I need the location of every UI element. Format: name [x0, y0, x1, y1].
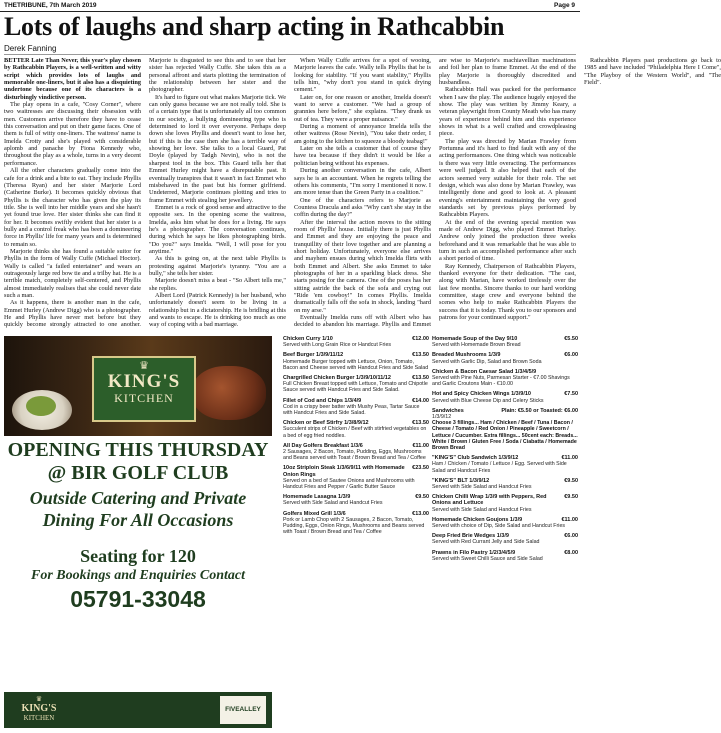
- footer-logo-line1: KING'S: [21, 703, 57, 714]
- footer-logo: [10, 695, 68, 722]
- menu-item: [432, 517, 578, 529]
- menu-item-description: Pork or Lamb Chop with 2 Sausages, 2 Bacon, Tomato, Pudding, Eggs, Onion Rings, Mushrooms and Beans served with Toast / Brown Bread and Tea / Coffee: [283, 516, 425, 536]
- menu-item-name: "KING'S" BLT 1/3/9/12: [432, 477, 490, 484]
- menu-item-name: Beef Burger 1/3/9/11/12: [283, 352, 344, 359]
- menu-item-price: €11.00: [561, 455, 578, 462]
- crown-icon: ♛: [139, 360, 149, 372]
- menu-item-description: Served with Garlic Dip, Salad and Brown Soda: [432, 358, 542, 365]
- menu-item-name: Chargrilled Chicken Burger 1/3/9/10/11/12: [283, 375, 391, 382]
- masthead: [0, 0, 580, 11]
- byline-rule: [4, 54, 576, 55]
- menu-column-left: [283, 336, 429, 539]
- menu-item-description: Succulent strips of Chicken / Beef with stirfried vegetables on a bed of egg fried noddles.: [283, 426, 427, 439]
- menu-item-name: Chicken or Beef Stirfry 1/3/8/9/12: [283, 420, 369, 427]
- logo-line2: KITCHEN: [114, 391, 174, 405]
- menu-item-name: Chicken Curry 1/10: [283, 336, 333, 342]
- menu-item: [432, 550, 578, 562]
- menu-item-description: Served on a bed of Sautee Onions and Mushrooms with Handcut Fries and Pepper / Garlic Butter Sauce: [283, 477, 415, 491]
- ad-venue: @ BIR GOLF CLUB: [47, 462, 229, 484]
- menu-item-price: Plain: €5.50 or Toasted: €6.00: [501, 407, 578, 414]
- menu-item: [283, 336, 429, 348]
- menu-item-description: Cod in a crispy beer batter with Mushy Peas, Tartar Sauce with Handcut Fries and Side Salad.: [283, 403, 420, 417]
- article-paragraph: After the interval the action moves to the sitting room of Phyllis' house. Initially there is just Phyllis and Emmet and they are enjoying the peace and tranquillity of their love together and are planning a short holiday. Unfortunately, everyone else arrives and mayhem ensues during which Imelda flirts with both Emmet and Albert. She asks Emmet to take photographs of her in a sparkling black dress. She starts posing for the camera. One of the poses has her sitting astride the back of the sofa and crying out "Ride 'em cowboy!" In comes Phyllis. Imelda dramatically falls off the sofa in shock, landing "hard on my arse.": [294, 218, 431, 314]
- sponsor-logo: FIVEALLEY: [220, 696, 266, 724]
- article-paragraph: Later on, for one reason or another, Imelda doesn't want to serve a customer. "We had a group of grannies here before," she explains. "They drank us out of tea. They were a proper nuisance.": [294, 93, 431, 123]
- article-paragraph: Marjorie thinks she has found a suitable suitor for Phyllis in the form of Wally Cuffe (Michael Hoctor). Wally is called "a failed entertainer" and wears an outrageously large red bow tie and a trilby hat. He is a terrible match, completely self-centered, and Phyllis almost immediately realises that she could never date such a man.: [4, 247, 141, 299]
- menu-item-description: Served with Red Currant Jelly and Side Salad: [432, 539, 540, 546]
- headline: Lots of laughs and sharp acting in Rathcabbin: [4, 12, 505, 41]
- article-body: [4, 57, 721, 333]
- menu-item: [432, 369, 578, 388]
- article-paragraph: Later on she tells a customer that of course they have tea because if they didn't it would be like a politician being without his expenses.: [294, 145, 431, 167]
- ad-headline: OPENING THIS THURSDAY: [7, 439, 269, 461]
- menu-item: [283, 420, 429, 439]
- menu-item-name: 10oz Striploin Steak 1/3/6/9/11 with Homemade Onion Rings: [283, 465, 405, 478]
- menu-item: [432, 336, 578, 348]
- menu-item-price: €12.00: [412, 336, 429, 342]
- menu-item-price: €6.00: [564, 352, 578, 359]
- menu-item-price: €9.50: [564, 494, 578, 501]
- menu-item: [283, 511, 429, 536]
- menu-item-extra: Choose 3 fillings... Ham / Chicken / Beef / Tuna / Bacon / Cheese / Tomato / Red Onion / Pineapple / Sweetcorn / Lettuce / Cucumber. Extra fillings... 50cent each: Breads... White / Brown / Gluten Free / Soda / Ciabatta / Homemade Brown Bread: [432, 420, 578, 452]
- menu-item-description: Ham / Chicken / Tomato / Lettuce / Egg. Served with Side Salad and Handcut Fries: [432, 461, 567, 474]
- menu-item-price: €11.00: [412, 442, 429, 449]
- menu-item-header: [432, 494, 578, 506]
- menu-item-description: Served with Long Grain Rice or Handcut Fries: [283, 342, 392, 349]
- menu-item-price: €13.50: [412, 375, 429, 382]
- menu-item-name: Hot and Spicy Chicken Wings 1/3/9/10: [432, 391, 531, 398]
- article-paragraph: As it happens, there is another man in the cafe, Emmet Hurley (Andrew Digg) who is a photographer. He and Phyllis have never met before but they quickly become strongly attracted to one another. Marjorie is disgusted to see this and to see that her sister has rejected Wally Cuffe. She takes this as a personal affront and starts plotting the termination of the relationship between her sister and the photographer.: [4, 57, 286, 329]
- menu-item-name: Sandwiches: [432, 407, 464, 414]
- ad-phone: 05791-33048: [70, 586, 206, 612]
- article-paragraph: Albert Lord (Patrick Kennedy) is her husband, who unfortunately doesn't seem to be living in a relationship but in a dictatorship. He is bridling at this and wants to escape. He is drinking too much as one way of coping with a bad marriage.: [149, 292, 286, 329]
- ad-footer-bar: [4, 692, 272, 728]
- article-paragraph: During a moment of annoyance Imelda tells the other waitress (Rose Nevin), "You take their order, I am going to the kitchen to squeeze a bloody teabag!": [294, 123, 431, 145]
- salad-image: [26, 396, 56, 416]
- menu-item-description: Full Chicken Breast topped with Lettuce, Tomato and Chipotle Sauce served with Handcut Fries and Side Salad.: [283, 381, 428, 394]
- article-paragraph: The play was directed by Marian Frawley from Portumna and it's hard to find fault with any of the acting performances. One thing which was noticeable is there was very little overacting. The performances were well judged. It also helped that each of the actors seemed very suitable for their role. The set design, which was also done by Marian Frawley, was intelligently done and good to look at. A pleasant evening's entertainment maintaining the very good standards set by previous plays performed by Rathcabbin Players.: [439, 137, 576, 219]
- menu-item-description: Served with choice of Dip, Side Salad and Handcut Fries: [432, 523, 566, 530]
- article-paragraph: The play opens in a cafe, "Cosy Corner", where two waitresses are discussing their obsession with men. Customers arrive therefore they have to cease this conversation and put on their game faces. One of them is full of witty one-liners. The waitress' name is Imelda Crotty and she's played with considerable aplomb and panache by Fiona Kennedy who, throughout the play as a whole, turns in a very decent performance.: [4, 101, 141, 167]
- byline: Derek Fanning: [4, 44, 57, 53]
- menu-item-price: €7.50: [564, 391, 578, 398]
- article-paragraph: Rathcabbin Players past productions go back to 1985 and have included "Philadelphia Here I Come", "The Playboy of the Western World", and "The Field".: [584, 57, 721, 87]
- menu-item-name: "KING'S" Club Sandwich 1/3/9/12: [432, 455, 519, 462]
- article-paragraph: As this is going on, at the next table Phyllis is protesting against Marjorie's tyranny. "You are a bully," she tells her sister.: [149, 255, 286, 277]
- menu-item-name: Homemade Soup of the Day 9/10: [432, 336, 518, 342]
- article-paragraph: Rathcabbin Hall was packed for the performance when I saw the play. The audience hugely enjoyed the show. The play was written by Jimmy Keary, a veteran playwright from County Meath who has many years of experience behind him and this experience shows in what is a well crafted and crowdpleasing piece.: [439, 86, 576, 138]
- menu-item-price: €23.50: [412, 465, 429, 472]
- menu-item-description: Served with Blue Cheese Dip and Celery Sticks: [432, 397, 544, 404]
- article-paragraph: Emmet is a rock of good sense and attractive to the opposite sex. In the opening scene the waitress, Imelda, asks him what he does for a living. He says he's a photographer. The conversation continues, during which he says he likes photographing birds. "Do you?" says Imelda. "Well, I will pose for you anytime.": [149, 203, 286, 255]
- menu-item-name: Golfers Mixed Grill 1/3/6: [283, 510, 346, 517]
- menu-item-description: Served with Sweet Chilli Sauce and Side Salad: [432, 555, 543, 562]
- article-lead: BETTER Late Than Never, this year's play chosen by Rathcabbin Players, is a well-written and witty script which provides lots of laughs and memorable one-liners, but it also has a disquieting undertone because one of its characters is a disturbingly vindictive person.: [4, 57, 141, 101]
- footer-logo-line2: KITCHEN: [23, 714, 55, 722]
- menu-item-price: €8.00: [564, 549, 578, 556]
- menu-item-price: €13.50: [412, 420, 429, 427]
- page-number: Page 9: [554, 2, 575, 9]
- menu-item: [432, 352, 578, 364]
- menu-item-description: Served with Homemade Brown Bread: [432, 342, 521, 349]
- article-paragraph: It's hard to figure out what makes Marjorie tick. We can only guess because we are not really told. She is of a certain type that is unfortunately all too common in our society, a bullying domineering type who is determined to lord it over everyone. Perhaps deep down she loves Phyllis and doesn't want to lose her, but if this is the case then she has a terrible way of showing her love. She talks to a local Guard, Pat Doyle (played by Tadgh Nevin), who is not the sharpest tool in the box. This Guard tells her that Emmet Hurley might have a disreputable past. It eventually transpires that it wasn't in fact Emmet who misbehaved in the past but his former girlfriend. Undeterred, Marjorie continues plotting and tries to frame Emmet with stealing her jewellery.: [149, 93, 286, 204]
- logo-line1: KING'S: [107, 371, 181, 392]
- steak-image: [192, 366, 266, 420]
- menu-item-price: €13.00: [412, 510, 429, 517]
- menu-item: [283, 443, 429, 462]
- ad-dining-line: Dining For All Occasions: [42, 510, 234, 530]
- menu-item-name: Chicken Chilli Wrap 1/3/9 with Peppers, Red Onions and Lettuce: [432, 494, 547, 507]
- article-paragraph: One of the characters refers to Marjorie as Countess Dracula and asks "Why can't she stay in the coffin during the day?": [294, 196, 431, 219]
- kings-kitchen-ad: [4, 336, 272, 728]
- menu-item: [432, 408, 578, 451]
- menu-item-header: [283, 465, 429, 477]
- menu-item-price: €9.50: [415, 494, 429, 501]
- menu-column-right: [432, 336, 578, 566]
- menu-item-name: All Day Golfers Breakfast 1/3/6: [283, 442, 363, 449]
- menu-item: [283, 494, 429, 506]
- menu-item: [283, 398, 429, 417]
- menu-item: [432, 478, 578, 490]
- menu-item-description: Served with Side Salad and Handcut Fries: [432, 506, 532, 513]
- menu-item: [283, 375, 429, 394]
- food-photo: [4, 336, 272, 436]
- article-paragraph: All the other characters gradually come into the cafe for a drink and a bite to eat. They include Phyllis (Theresa Ryan) and her sister Marjorie Lord (Catherine Burke). It becomes quickly obvious that Phyllis is the character who has given the play its title. She is well into her middle years and she hasn't yet found true love. Her sister thinks she can find it for her. It becomes swiftly evident that her sister is a bully and a control freak who has been a domineering force in Phyllis' life for many years and is determined to remain so.: [4, 167, 141, 248]
- menu-item: [432, 391, 578, 403]
- menu-item-name: Deep Fried Brie Wedges 1/3/9: [432, 533, 509, 540]
- footer-crown-icon: ♛: [35, 695, 43, 703]
- article-paragraph: Ray Kennedy, Chairperson of Rathcabbin Players, thanked everyone for their dedication. "The cast, along with Marian, have worked tirelessly over the last few months. Sincere thanks to our hard working committee, stage crew and everyone behind the scenes who help to make Rathcabbin Players the success that it is today. Thank you to our sponsors and patrons for your continued support.": [439, 262, 576, 322]
- menu-item-name: Fillet of Cod and Chips 1/3/4/9: [283, 397, 362, 404]
- kings-kitchen-logo: [92, 356, 196, 422]
- menu-item-description: Served with Pine Nuts, Parmesan Starter - €7.00 Shavings and Garlic Croutons Main - €10.00: [432, 375, 570, 388]
- menu-item-header: [432, 408, 578, 414]
- article-paragraph: When Wally Cuffe arrives for a spot of wooing, Marjorie leaves the cafe. Wally tells Phyllis that he is looking for stability. "If you want stability," Phyllis tells him, "why don't you stand in quick drying cement.": [294, 57, 431, 94]
- ad-bookings: For Bookings and Enquiries Contact: [31, 568, 245, 583]
- article-paragraph: At the end of the evening special mention was made of Andrew Digg, who played Emmet Hurley. Andrew only joined the production three weeks beforehand and it was remarkable that he was able to turn in such an accomplished performance after such a short period of time.: [439, 218, 576, 263]
- menu-item-price: €14.00: [412, 397, 429, 404]
- ad-seating: Seating for 120: [80, 546, 196, 566]
- menu-item-price: €9.50: [564, 477, 578, 484]
- menu-item-name: Prawns in Filo Pastry 1/2/3/4/5/9: [432, 549, 516, 556]
- menu-item-price: €13.50: [412, 352, 429, 359]
- ad-catering-line: Outside Catering and Private: [29, 488, 247, 508]
- article-paragraph: During another conversation in the cafe, Albert says he is an accountant. When he regrets telling the others his comments, "I'm sorry I mentioned it now. I am more tense than the Green Party in a coalition.": [294, 167, 431, 197]
- menu-item-description: 2 Sausages, 2 Bacon, Tomato, Pudding, Eggs, Mushrooms and Beans served with Toast / Brown Bread and Tea / Coffee: [283, 449, 426, 462]
- menu-item: [432, 455, 578, 474]
- menu-item: [432, 494, 578, 513]
- masthead-date: THETRIBUNE, 7th March 2019: [4, 2, 97, 9]
- menu-item-name: Chicken & Bacon Caesar Salad 1/3/4/5/9: [432, 368, 537, 375]
- menu-item-price: €6.00: [564, 533, 578, 540]
- menu-item-price: €11.00: [561, 516, 578, 523]
- menu-item-name: Homemade Lasagna 1/3/9: [283, 494, 351, 501]
- menu-item-description: Served with Side Salad and Handcut Fries: [283, 500, 383, 507]
- menu-item-description: Homemade Burger topped with Lettuce, Onion, Tomato, Bacon and Cheese served with Handcut Fries and Side Salad: [283, 358, 429, 371]
- menu-item: [283, 465, 429, 490]
- menu-item: [432, 533, 578, 545]
- menu-item-name: Breaded Mushrooms 1/3/9: [432, 352, 501, 359]
- menu-item-price: €5.50: [564, 336, 578, 342]
- article-paragraph: Eventually Imelda runs off with Albert who has decided to abandon his marriage. Phyllis and Emmet are wise to Marjorie's machiavellian machinations and foil her plan to frame Emmet. At the end of the play Marjorie is thoroughly discredited and husbandless.: [294, 57, 576, 329]
- menu-item-description: Served with Side Salad and Handcut Fries: [432, 484, 532, 491]
- article-paragraph: Marjorie doesn't miss a beat - "So Albert tells me," she replies.: [149, 277, 286, 292]
- menu-item-description: 1/3/9/12: [432, 414, 452, 421]
- menu-item: [283, 352, 429, 371]
- menu-item-name: Homemade Chicken Goujons 1/3/9: [432, 516, 523, 523]
